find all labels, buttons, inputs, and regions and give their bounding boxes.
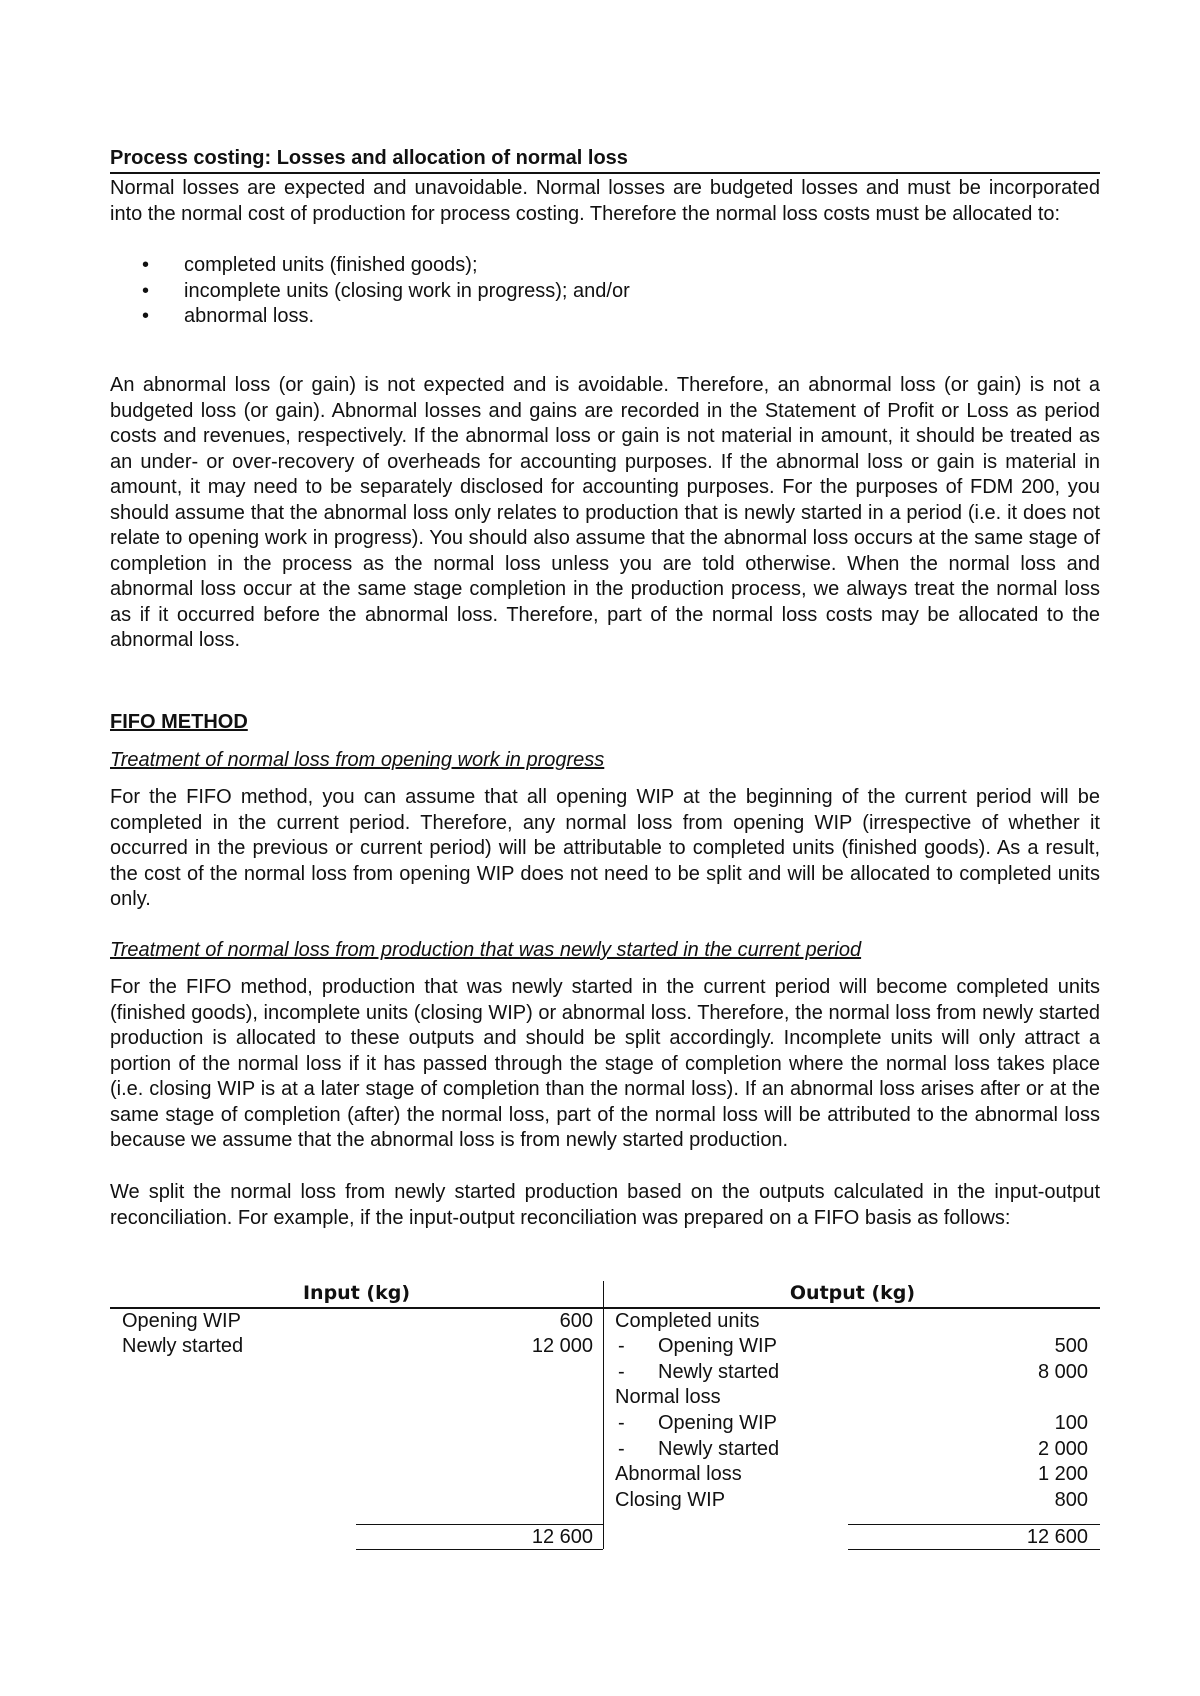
output-value-completed-opening: 500 — [1054, 1335, 1088, 1357]
output-label-abnormal-loss: Abnormal loss — [615, 1463, 742, 1485]
output-label-closing-wip: Closing WIP — [615, 1489, 726, 1511]
output-value-closing-wip: 800 — [1054, 1489, 1088, 1511]
output-total-underline — [848, 1549, 1100, 1550]
input-label-opening-wip: Opening WIP — [122, 1310, 241, 1332]
input-total: 12 600 — [531, 1526, 593, 1548]
output-value-abnormal-loss: 1 200 — [1037, 1463, 1088, 1485]
bullet-icon: • — [142, 279, 150, 302]
opening-wip-paragraph: For the FIFO method, you can assume that all opening WIP at the beginning of the current period will be completed in the current period. Therefore, any normal loss from opening WIP (irrespective of whether it occurred in the previous or current period) will be attributable to completed units (finished goods). As a result, the cost of the normal loss from opening WIP does not need to be split and will be allocated to completed units only. — [110, 786, 1100, 910]
output-label-normal-newly: Newly started — [658, 1438, 780, 1460]
list-item: • completed units (finished goods); — [110, 253, 1100, 279]
split-paragraph: We split the normal loss from newly started production based on the outputs calculated in the input-output reconciliation. For example, if the input-output reconciliation was prepared on a FIFO basis as follows: — [110, 1181, 1100, 1229]
output-label-completed-opening: Opening WIP — [658, 1335, 777, 1357]
column-divider — [603, 1281, 604, 1549]
output-value-completed-newly: 8 000 — [1037, 1361, 1088, 1383]
allocation-list — [110, 253, 1100, 330]
input-label-newly-started: Newly started — [122, 1335, 244, 1357]
abnormal-loss-paragraph: An abnormal loss (or gain) is not expected and is avoidable. Therefore, an abnormal loss (or gain) is not a budgeted loss (or gain). Abnormal losses and gains are recorded in the Statement of Profit or Loss as period costs and revenues, respectively. If the abnormal loss or gain is not material in amount, it should be treated as an under- or over-recovery of overheads for accounting purposes. If the abnormal loss or gain is material in amount, it may need to be separately disclosed for accounting purposes. For the purposes of FDM 200, you should assume that the abnormal loss only relates to production that is newly started in a period (i.e. it does not relate to opening work in progress). You should also assume that the abnormal loss occurs at the same stage of completion in the process as the normal loss unless you are told otherwise. When the normal loss and abnormal loss occur at the same stage completion in the production process, we always treat the normal loss as if it occurred before the abnormal loss. Therefore, part of the normal loss costs may be allocated to the abnormal loss. — [110, 374, 1100, 651]
dash-marker: - — [618, 1361, 625, 1383]
dash-marker: - — [618, 1412, 625, 1434]
input-value-opening-wip: 600 — [559, 1310, 593, 1332]
output-header: Output (kg) — [789, 1282, 916, 1304]
list-item: • abnormal loss. — [110, 304, 1100, 330]
dash-marker: - — [618, 1335, 625, 1357]
bullet-icon: • — [142, 305, 150, 327]
fifo-heading: FIFO METHOD — [110, 711, 248, 733]
input-total-underline — [356, 1549, 603, 1550]
dash-marker: - — [618, 1438, 625, 1460]
newly-started-subheading: Treatment of normal loss from production that was newly started in the current period — [110, 939, 862, 961]
header-rule — [110, 1307, 1100, 1309]
intro-paragraph: Normal losses are expected and unavoidable. Normal losses are budgeted losses and must be incorporated into the normal cost of production for process costing. Therefore the normal loss costs must be allocated to: — [110, 177, 1100, 225]
input-value-newly-started: 12 000 — [531, 1335, 593, 1357]
output-value-normal-newly: 2 000 — [1037, 1438, 1088, 1460]
output-value-normal-opening: 100 — [1054, 1412, 1088, 1434]
bullet-icon: • — [142, 254, 150, 276]
list-item: • incomplete units (closing work in progress); and/or — [110, 279, 1100, 305]
output-label-completed-units: Completed units — [615, 1310, 760, 1332]
output-label-normal-opening: Opening WIP — [658, 1412, 777, 1434]
output-label-completed-newly: Newly started — [658, 1361, 780, 1383]
output-label-normal-loss: Normal loss — [615, 1386, 721, 1408]
opening-wip-subheading: Treatment of normal loss from opening work in progress — [110, 749, 605, 771]
input-header: Input (kg) — [302, 1282, 411, 1304]
newly-started-paragraph: For the FIFO method, production that was newly started in the current period will become completed units (finished goods), incomplete units (closing WIP) or abnormal loss. Therefore, the normal loss from newly started production is allocated to these outputs and should be split accordingly. Incomplete units will only attract a portion of the normal loss if it has passed through the stage of completion where the normal loss takes place (i.e. closing WIP is at a later stage of completion than the normal loss). If an abnormal loss arises after or at the same stage of completion (after) the normal loss, part of the normal loss will be attributed to the abnormal loss because we assume that the abnormal loss is from newly started production. — [110, 976, 1100, 1151]
page-title: Process costing: Losses and allocation of normal loss — [110, 146, 1100, 174]
output-total: 12 600 — [1026, 1526, 1088, 1548]
input-output-reconciliation-table — [110, 1281, 1100, 1551]
